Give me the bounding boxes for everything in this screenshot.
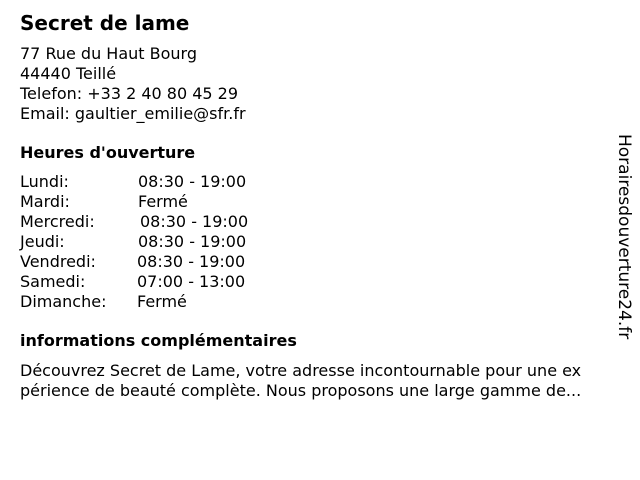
additional-info-text: [20, 361, 632, 401]
hours-row-friday: [20, 252, 632, 272]
hours-row-tuesday: [20, 192, 632, 212]
additional-info-line: périence de beauté complète. Nous proposons une large gamme de...: [20, 381, 582, 400]
hours-day: Vendredi:: [20, 252, 96, 271]
hours-day: Samedi:: [20, 272, 86, 291]
phone-number: Telefon: +33 2 40 80 45 29: [20, 84, 239, 103]
opening-hours-table: [20, 172, 632, 312]
email-address: Email: gaultier_emilie@sfr.fr: [20, 104, 246, 123]
additional-info-line: Découvrez Secret de Lame, votre adresse incontournable pour une ex: [20, 361, 582, 380]
hours-day: Mercredi:: [20, 212, 95, 231]
hours-day: Jeudi:: [20, 232, 65, 251]
hours-row-thursday: [20, 232, 632, 252]
address-street: 77 Rue du Haut Bourg: [20, 44, 197, 63]
hours-time: 08:30 - 19:00: [137, 252, 246, 271]
business-info-card: [20, 10, 632, 401]
hours-time: 08:30 - 19:00: [138, 232, 247, 251]
hours-time: 08:30 - 19:00: [138, 172, 247, 191]
hours-row-saturday: [20, 272, 632, 292]
hours-time: 07:00 - 13:00: [137, 272, 246, 291]
hours-time: 08:30 - 19:00: [140, 212, 249, 231]
additional-info-heading: informations complémentaires: [20, 331, 297, 350]
site-watermark: Horairesdouverture24.fr: [614, 134, 634, 340]
business-name: Secret de lame: [20, 11, 190, 35]
hours-day: Mardi:: [20, 192, 70, 211]
hours-row-monday: [20, 172, 632, 192]
hours-day: Lundi:: [20, 172, 69, 191]
hours-row-wednesday: [20, 212, 632, 232]
hours-time: Fermé: [137, 292, 187, 311]
address-city: 44440 Teillé: [20, 64, 117, 83]
hours-row-sunday: [20, 292, 632, 312]
hours-time: Fermé: [138, 192, 188, 211]
hours-day: Dimanche:: [20, 292, 107, 311]
opening-hours-heading: Heures d'ouverture: [20, 143, 196, 162]
